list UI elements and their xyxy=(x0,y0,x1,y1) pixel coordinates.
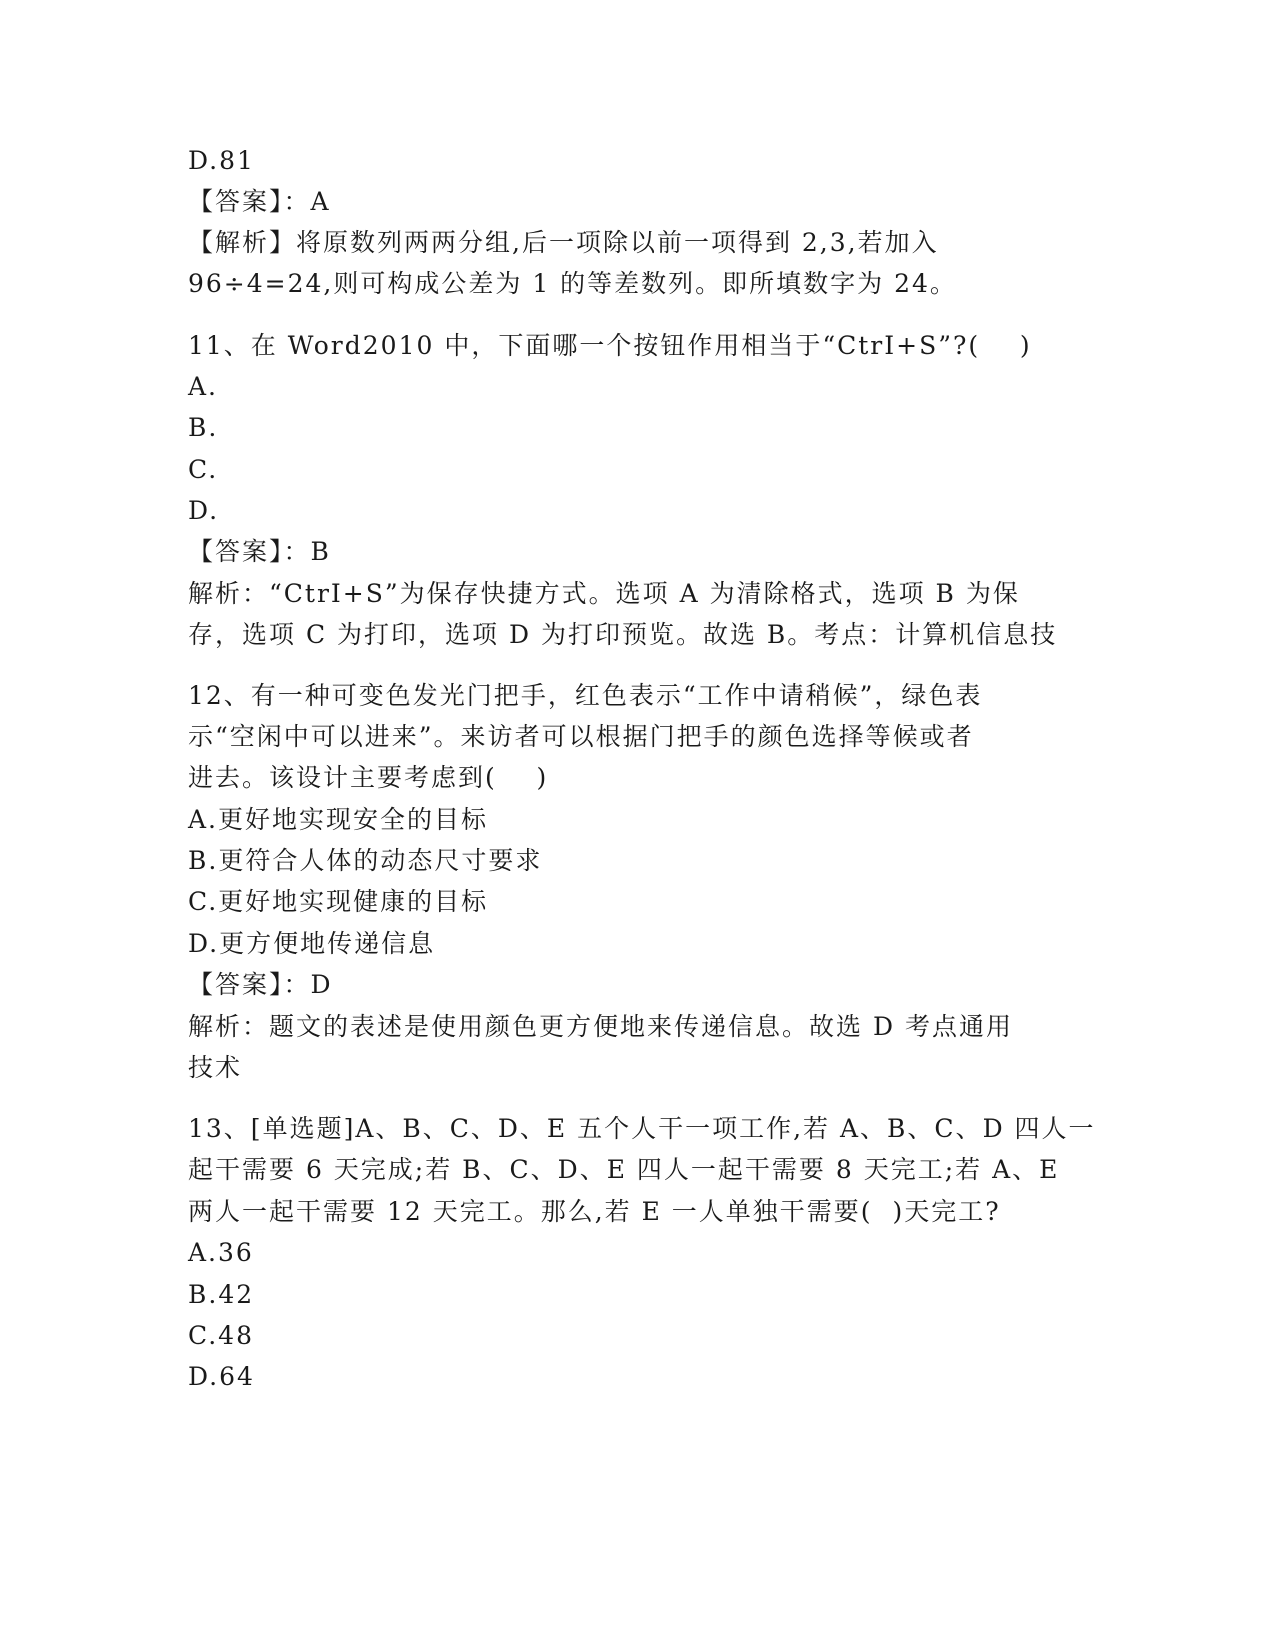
q12-analysis-line-2: 技术 xyxy=(188,1053,243,1082)
q13-question-line-3: 两人一起干需要 12 天完工。那么,若 E 一人单独干需要( )天完工? xyxy=(188,1197,1001,1226)
q13-question-line-2: 起干需要 6 天完成;若 B、C、D、E 四人一起干需要 8 天完工;若 A、E xyxy=(188,1155,1060,1184)
q12-option-d: D.更方便地传递信息 xyxy=(188,929,436,958)
q12-option-a: A.更好地实现安全的目标 xyxy=(188,805,489,834)
q11-option-d: D. xyxy=(188,496,220,525)
q10-option-d: D.81 xyxy=(188,146,255,175)
q13-option-d: D.64 xyxy=(188,1362,255,1391)
q11-option-b: B. xyxy=(188,413,219,442)
q10-analysis-line-2: 96÷4=24,则可构成公差为 1 的等差数列。即所填数字为 24。 xyxy=(188,269,957,298)
q12-option-b: B.更符合人体的动态尺寸要求 xyxy=(188,846,543,875)
q11-option-a: A. xyxy=(188,372,219,401)
q11-question: 11、在 Word2010 中，下面哪一个按钮作用相当于“CtrI+S”?( ) xyxy=(188,331,1032,360)
q13-option-c: C.48 xyxy=(188,1321,254,1350)
q12-question-line-3: 进去。该设计主要考虑到( ) xyxy=(188,763,549,792)
q12-analysis-line-1: 解析：题文的表述是使用颜色更方便地来传递信息。故选 D 考点通用 xyxy=(188,1012,1013,1041)
q10-analysis-line-1: 【解析】将原数列两两分组,后一项除以前一项得到 2,3,若加入 xyxy=(188,228,939,257)
q12-option-c: C.更好地实现健康的目标 xyxy=(188,887,489,916)
q11-answer: 【答案】：B xyxy=(188,537,331,566)
q12-question-line-1: 12、有一种可变色发光门把手，红色表示“工作中请稍候”，绿色表 xyxy=(188,681,983,710)
q11-option-c: C. xyxy=(188,455,219,484)
q13-question-line-1: 13、[单选题]A、B、C、D、E 五个人干一项工作,若 A、B、C、D 四人一 xyxy=(188,1114,1096,1143)
q13-option-a: A.36 xyxy=(188,1238,254,1267)
q10-answer: 【答案】：A xyxy=(188,187,331,216)
q12-answer: 【答案】：D xyxy=(188,970,333,999)
q11-analysis-line-2: 存，选项 C 为打印，选项 D 为打印预览。故选 B。考点：计算机信息技 xyxy=(188,620,1058,649)
q11-analysis-line-1: 解析：“CtrI+S”为保存快捷方式。选项 A 为清除格式，选项 B 为保 xyxy=(188,579,1020,608)
q13-option-b: B.42 xyxy=(188,1280,255,1309)
q12-question-line-2: 示“空闲中可以进来”。来访者可以根据门把手的颜色选择等候或者 xyxy=(188,722,974,751)
